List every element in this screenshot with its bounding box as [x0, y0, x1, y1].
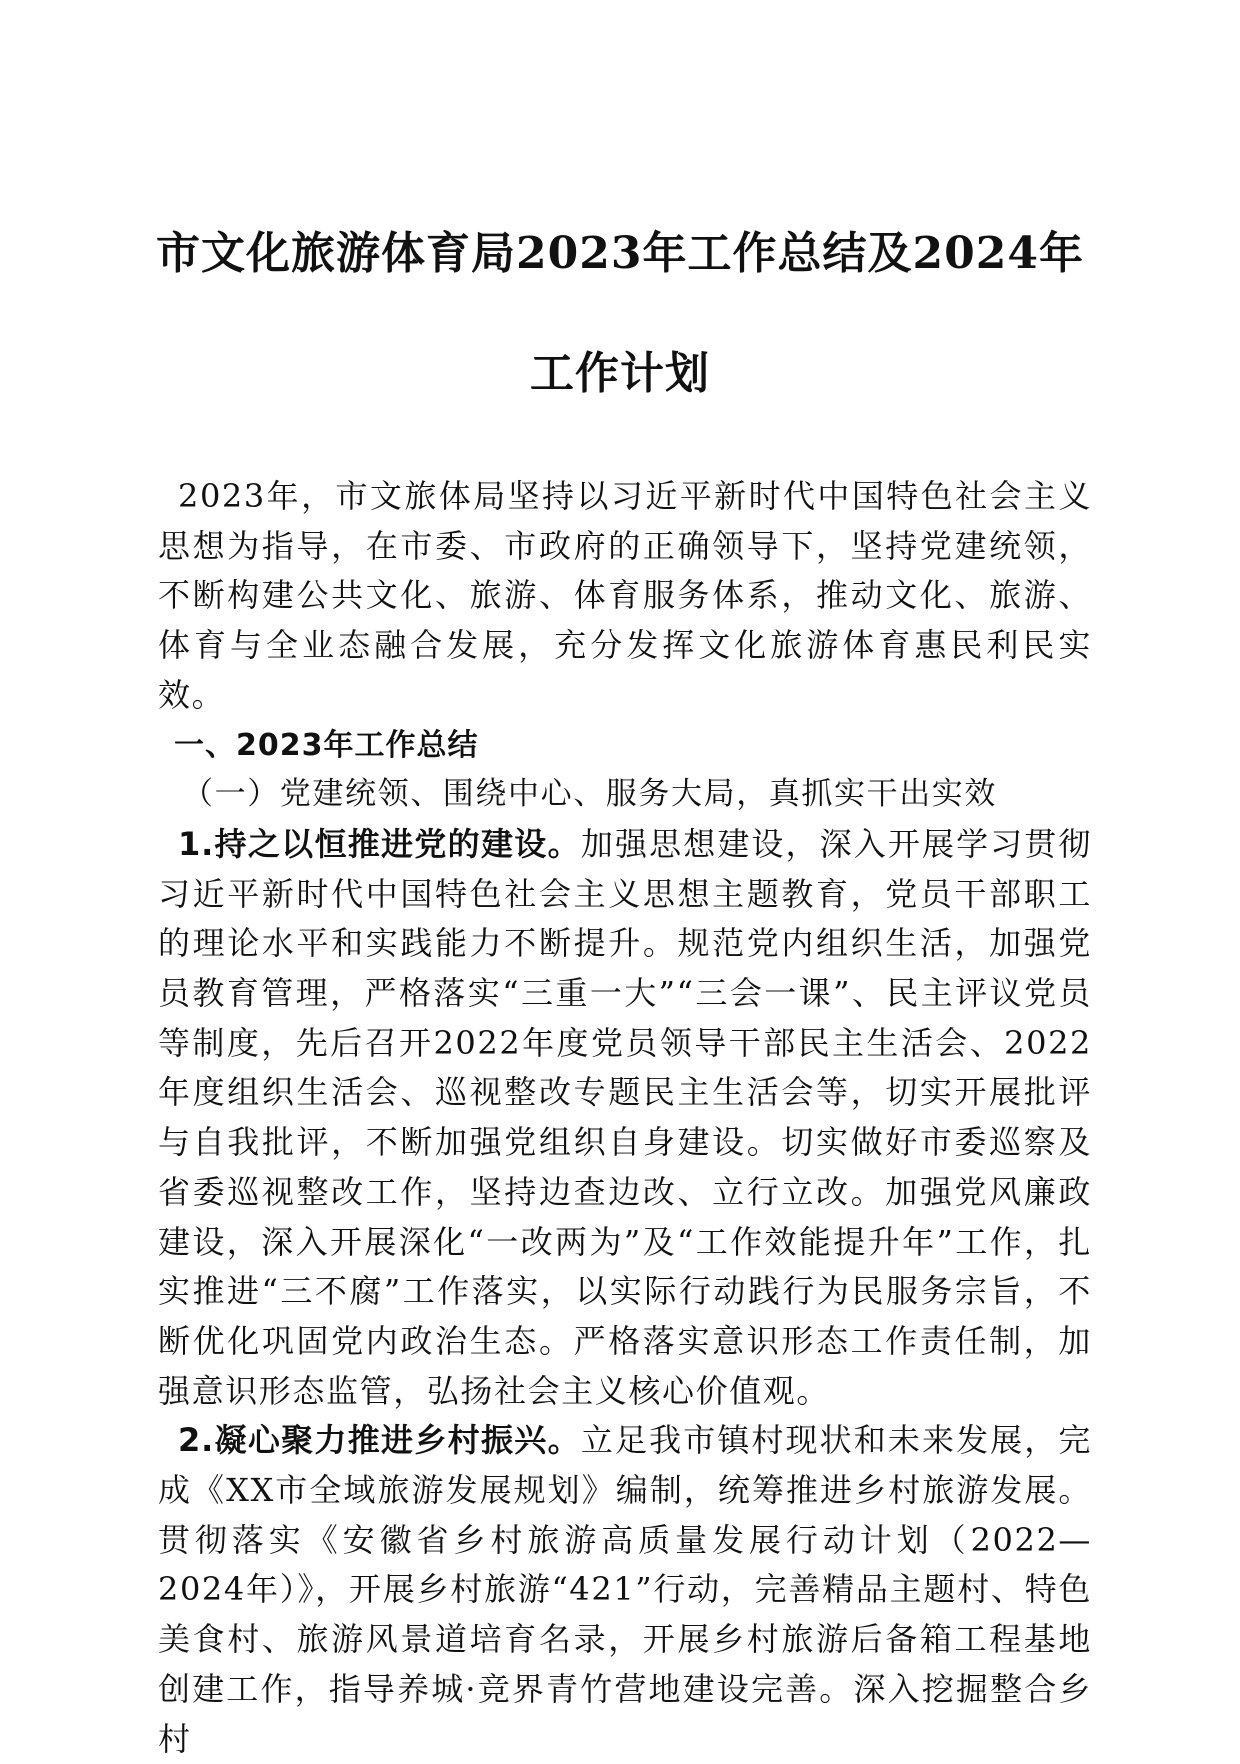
item-text-party-building: 加强思想建设，深入开展学习贯彻习近平新时代中国特色社会主义思想主题教育，党员干部职工的理论水平和实践能力不断提升。规范党内组织生活，加强党员教育管理，严格落实“三重一大”“三会一课”、民主评议党员等制度，先后召开2022年度党员领导干部民主生活会、2022年度组织生活会、巡视整改专题民主生活会等，切实开展批评与自我批评，不断加强党组织自身建设。切实做好市委巡察及省委巡视整改工作，坚持边查边改、立行立改。加强党风廉政建设，深入开展深化“一改两为”及“工作效能提升年”工作，扎实推进“三不腐”工作落实，以实际行动践行为民服务宗旨，不断优化巩固党内政治生态。严格落实意识形态工作责任制，加强意识形态监管，弘扬社会主义核心价值观。 [158, 824, 1092, 1410]
document-title-line-1: 市文化旅游体育局2023年工作总结及2024年 [156, 228, 1084, 279]
subsection-heading-party-building: （一）党建统领、围绕中心、服务大局，真抓实干出实效 [182, 776, 997, 813]
item-paragraph-party-building [158, 820, 1092, 1416]
item-lead-rural-revitalization: 2.凝心聚力推进乡村振兴。 [178, 1421, 581, 1460]
item-text-rural-revitalization: 立足我市镇村现状和未来发展，完成《XX市全域旅游发展规划》编制，统筹推进乡村旅游发展。贯彻落实《安徽省乡村旅游高质量发展行动计划（2022—2024年）》，开展乡村旅游“421”行动，完善精品主题村、特色美食村、旅游风景道培育名录，开展乡村旅游后备箱工程基地创建工作，指导养城·竞界青竹营地建设完善。深入挖掘整合乡村 [158, 1421, 1092, 1758]
document-title-line-2: 工作计划 [530, 348, 710, 399]
section-heading-summary: 一、2023年工作总结 [174, 727, 479, 763]
item-paragraph-rural-revitalization [158, 1416, 1092, 1764]
document-body [158, 472, 1092, 1764]
intro-paragraph: 2023年，市文旅体局坚持以习近平新时代中国特色社会主义思想为指导，在市委、市政府的正确领导下，坚持党建统领，不断构建公共文化、旅游、体育服务体系，推动文化、旅游、体育与全业态融合发展，充分发挥文化旅游体育惠民利民实效。 [158, 477, 1092, 714]
item-lead-party-building: 1.持之以恒推进党的建设。 [178, 824, 581, 863]
